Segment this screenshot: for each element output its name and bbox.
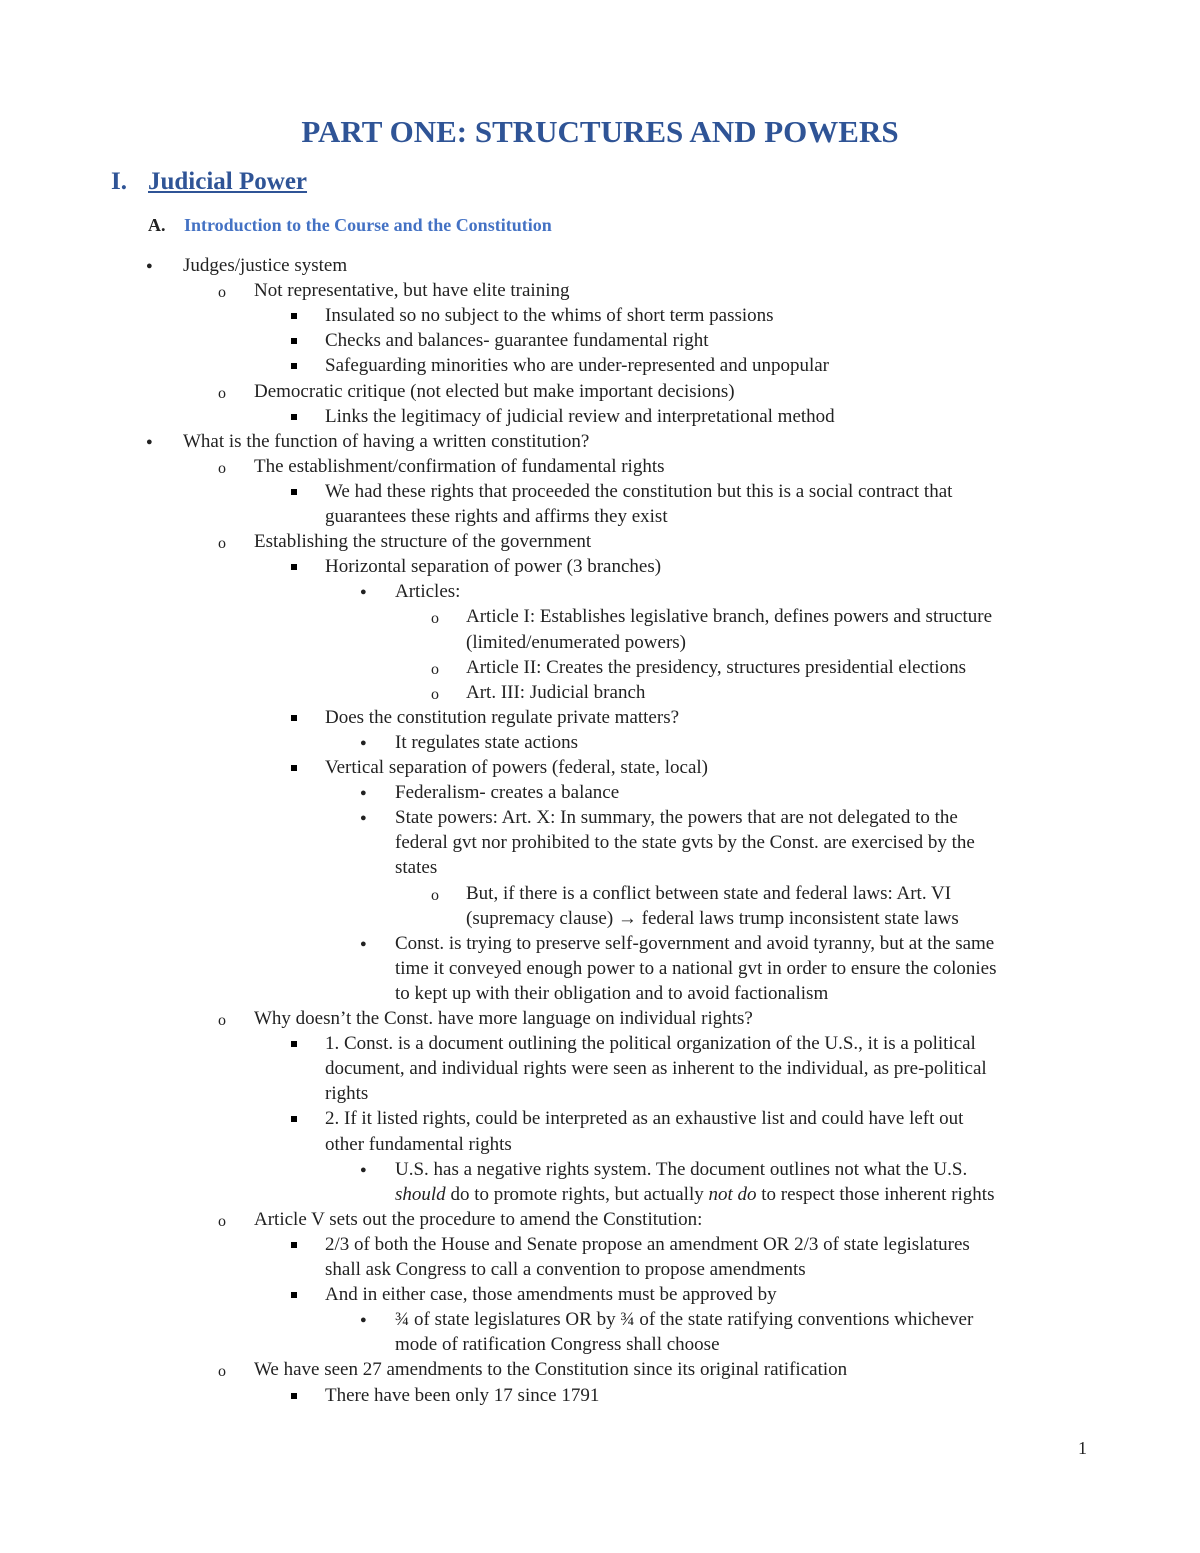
list-item: Establishing the structure of the government <box>254 531 592 553</box>
section-number: I. <box>111 168 127 195</box>
section-heading <box>111 165 307 199</box>
square-bullet-icon <box>291 1242 297 1248</box>
square-bullet-icon <box>291 338 297 344</box>
subsection-heading <box>148 212 552 238</box>
list-item: Safeguarding minorities who are under-represented and unpopular <box>325 355 830 377</box>
square-bullet-icon <box>291 765 297 771</box>
list-item: Article V sets out the procedure to amend the Constitution: <box>254 1208 703 1230</box>
list-item: ¾ of state legislatures OR by ¾ of the state ratifying conventions whichever <box>395 1309 974 1331</box>
list-item: Vertical separation of powers (federal, state, local) <box>325 757 708 778</box>
list-item: U.S. has a negative rights system. The document outlines not what the U.S. <box>395 1158 968 1180</box>
square-bullet-icon <box>291 715 297 721</box>
subsection-title: Introduction to the Course and the Constitution <box>184 215 552 235</box>
bullet-icon: ● <box>146 435 153 448</box>
bullet-icon: ● <box>360 1163 367 1176</box>
bullet-icon: ● <box>360 787 367 800</box>
list-item: Checks and balances- guarantee fundamental right <box>325 330 709 352</box>
section-title: Judicial Power <box>148 168 308 195</box>
list-item: 2. If it listed rights, could be interpreted as an exhaustive list and could have left out <box>325 1108 964 1130</box>
square-bullet-icon <box>291 1393 297 1399</box>
page-number: 1 <box>1078 1438 1087 1458</box>
list-item: And in either case, those amendments must be approved by <box>325 1284 777 1306</box>
list-item: Not representative, but have elite training <box>254 280 570 302</box>
circle-bullet-icon: o <box>431 610 439 628</box>
list-item: Articles: <box>395 581 461 603</box>
list-item-continuation: document, and individual rights were seen as inherent to the individual, as pre-political <box>325 1058 987 1080</box>
list-item: State powers: Art. X: In summary, the powers that are not delegated to the <box>395 807 958 829</box>
bullet-icon: ● <box>360 586 367 599</box>
list-item: Horizontal separation of power (3 branches) <box>325 556 662 578</box>
square-bullet-icon <box>291 1292 297 1298</box>
list-item-continuation: should do to promote rights, but actually not do to respect those inherent rights <box>395 1183 995 1205</box>
list-item-continuation: mode of ratification Congress shall choose <box>395 1334 720 1356</box>
bullet-icon: ● <box>360 812 367 825</box>
list-item: Why doesn’t the Const. have more language on individual rights? <box>254 1008 753 1029</box>
circle-bullet-icon: o <box>218 535 226 553</box>
list-item: Federalism- creates a balance <box>395 782 620 804</box>
circle-bullet-icon: o <box>218 384 226 402</box>
bullet-icon: ● <box>360 1314 367 1327</box>
list-item: There have been only 17 since 1791 <box>325 1384 600 1406</box>
list-item: What is the function of having a written constitution? <box>183 430 590 452</box>
square-bullet-icon <box>291 1041 297 1047</box>
circle-bullet-icon: o <box>431 660 439 678</box>
square-bullet-icon <box>291 489 297 495</box>
circle-bullet-icon: o <box>218 1012 226 1029</box>
list-item: 1. Const. is a document outlining the political organization of the U.S., it is a political <box>325 1033 976 1055</box>
list-item: Article I: Establishes legislative branch, defines powers and structure <box>466 606 993 628</box>
list-item-continuation: guarantees these rights and affirms they exist <box>325 506 668 527</box>
list-item-continuation: states <box>395 857 438 879</box>
list-item-continuation: time it conveyed enough power to a national gvt in order to ensure the colonies <box>395 957 997 979</box>
subsection-letter: A. <box>148 215 166 235</box>
bullet-icon: ● <box>360 937 367 950</box>
list-item-continuation: other fundamental rights <box>325 1133 512 1155</box>
list-item: The establishment/confirmation of fundamental rights <box>254 455 665 477</box>
list-item: Democratic critique (not elected but make important decisions) <box>254 380 735 402</box>
list-item: Insulated so no subject to the whims of short term passions <box>325 305 774 327</box>
list-item: We had these rights that proceeded the constitution but this is a social contract that <box>325 480 953 502</box>
list-item: Links the legitimacy of judicial review and interpretational method <box>325 405 835 427</box>
square-bullet-icon <box>291 414 297 420</box>
list-item-continuation: to kept up with their obligation and to avoid factionalism <box>395 982 829 1004</box>
square-bullet-icon <box>291 564 297 570</box>
list-item-continuation: federal gvt nor prohibited to the state gvts by the Const. are exercised by the <box>395 832 975 854</box>
list-item: Does the constitution regulate private matters? <box>325 706 680 728</box>
circle-bullet-icon: o <box>431 685 439 703</box>
square-bullet-icon <box>291 1116 297 1122</box>
list-item: 2/3 of both the House and Senate propose an amendment OR 2/3 of state legislatures <box>325 1233 970 1255</box>
list-item-continuation: (limited/enumerated powers) <box>466 631 687 653</box>
list-item: Art. III: Judicial branch <box>466 681 646 703</box>
list-item: Judges/justice system <box>183 255 348 276</box>
bullet-icon: ● <box>360 736 367 749</box>
list-item-continuation: (supremacy clause) → federal laws trump inconsistent state laws <box>466 907 959 929</box>
list-item: It regulates state actions <box>395 731 579 753</box>
circle-bullet-icon: o <box>431 886 439 904</box>
circle-bullet-icon: o <box>218 1212 226 1230</box>
list-item: Article II: Creates the presidency, structures presidential elections <box>466 656 966 678</box>
list-item-continuation: rights <box>325 1083 369 1105</box>
square-bullet-icon <box>291 363 297 369</box>
list-item: Const. is trying to preserve self-government and avoid tyranny, but at the same <box>395 932 995 954</box>
list-item-continuation: shall ask Congress to call a convention to propose amendments <box>325 1259 806 1280</box>
square-bullet-icon <box>291 313 297 319</box>
circle-bullet-icon: o <box>218 284 226 302</box>
circle-bullet-icon: o <box>218 459 226 477</box>
bullet-icon: ● <box>146 260 153 272</box>
list-item: We have seen 27 amendments to the Constitution since its original ratification <box>254 1359 848 1381</box>
list-item: But, if there is a conflict between state and federal laws: Art. VI <box>466 882 952 904</box>
page-title: PART ONE: STRUCTURES AND POWERS <box>301 114 899 149</box>
circle-bullet-icon: o <box>218 1363 226 1381</box>
